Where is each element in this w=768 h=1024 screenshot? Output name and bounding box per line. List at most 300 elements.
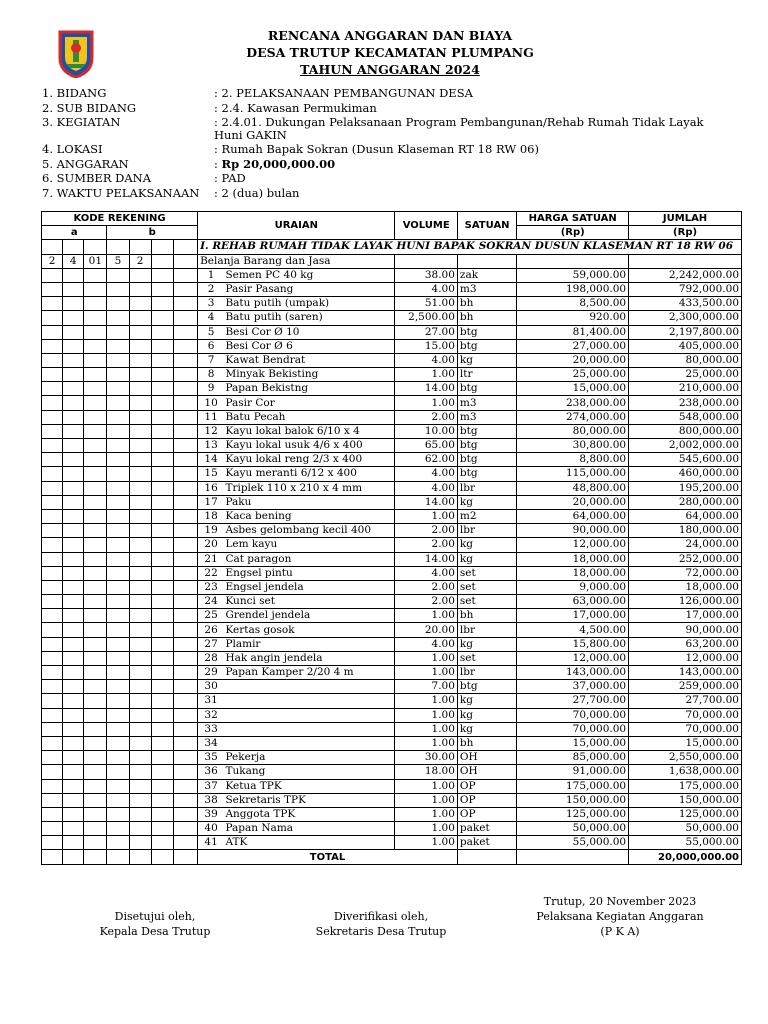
item-amount: 70,000.00 — [629, 708, 742, 722]
item-description — [198, 282, 395, 296]
item-description — [198, 495, 395, 509]
item-description — [198, 566, 395, 580]
item-amount: 2,242,000.00 — [629, 268, 742, 282]
item-name: Paku — [225, 495, 252, 508]
info-prefix: : — [214, 156, 222, 171]
item-description — [198, 339, 395, 353]
item-unit: lbr — [457, 623, 516, 637]
item-description — [198, 538, 395, 552]
table-row — [42, 325, 742, 339]
item-number: 27 — [204, 637, 218, 650]
item-unit-price: 4,500.00 — [517, 623, 629, 637]
header-a: a — [42, 226, 107, 240]
table-row — [42, 524, 742, 538]
table-row — [42, 368, 742, 382]
item-volume: 1.00 — [395, 651, 457, 665]
item-name: Anggota TPK — [225, 807, 296, 820]
info-value — [214, 158, 734, 171]
item-volume: 14.00 — [395, 552, 457, 566]
table-row — [42, 339, 742, 353]
item-unit-price: 8,500.00 — [517, 297, 629, 311]
info-value: : PAD — [214, 171, 246, 186]
item-unit: m2 — [457, 509, 516, 523]
item-amount: 17,000.00 — [629, 609, 742, 623]
item-amount: 125,000.00 — [629, 807, 742, 821]
item-description — [198, 552, 395, 566]
item-amount: 210,000.00 — [629, 382, 742, 396]
item-volume: 1.00 — [395, 779, 457, 793]
item-unit: OP — [457, 807, 516, 821]
item-number: 9 — [207, 382, 215, 395]
item-name: Batu putih (umpak) — [225, 297, 330, 310]
item-volume: 27.00 — [395, 325, 457, 339]
item-volume: 1.00 — [395, 722, 457, 736]
item-unit-price: 50,000.00 — [517, 822, 629, 836]
item-amount: 70,000.00 — [629, 722, 742, 736]
item-number: 13 — [204, 439, 218, 452]
item-volume: 4.00 — [395, 353, 457, 367]
table-row — [42, 353, 742, 367]
group-label: Belanja Barang dan Jasa — [198, 254, 395, 268]
item-name: Kaca bening — [225, 510, 292, 523]
item-name: Semen PC 40 kg — [225, 268, 314, 281]
item-volume: 4.00 — [395, 566, 457, 580]
item-name: Kayu lokal reng 2/3 x 400 — [225, 453, 363, 466]
item-description — [198, 439, 395, 453]
doc-year: TAHUN ANGGARAN 2024 — [300, 62, 480, 77]
item-number: 35 — [204, 751, 218, 764]
item-description — [198, 524, 395, 538]
item-unit: kg — [457, 495, 516, 509]
item-unit-price: 55,000.00 — [517, 836, 629, 850]
total-value: 20,000,000.00 — [629, 850, 742, 864]
item-volume: 51.00 — [395, 297, 457, 311]
item-unit: set — [457, 595, 516, 609]
table-row — [42, 580, 742, 594]
table-row — [42, 765, 742, 779]
item-description — [198, 765, 395, 779]
item-volume: 1.00 — [395, 368, 457, 382]
item-volume: 2.00 — [395, 410, 457, 424]
table-row — [42, 439, 742, 453]
item-name: ATK — [225, 836, 248, 849]
item-number: 11 — [204, 410, 218, 423]
sign-middle-role: Diverifikasi oleh, — [333, 910, 429, 923]
item-description — [198, 297, 395, 311]
item-unit-price: 80,000.00 — [517, 424, 629, 438]
header-kode: KODE REKENING — [42, 212, 198, 226]
info-value: : Rumah Bapak Sokran (Dusun Klaseman RT 18 RW 06) — [214, 142, 539, 157]
item-amount: 27,700.00 — [629, 694, 742, 708]
item-description — [198, 779, 395, 793]
item-number: 37 — [204, 779, 218, 792]
item-unit: OH — [457, 751, 516, 765]
item-amount: 63,200.00 — [629, 637, 742, 651]
item-amount: 55,000.00 — [629, 836, 742, 850]
item-unit: ltr — [457, 368, 516, 382]
item-name: Grendel jendela — [225, 609, 311, 622]
table-row — [42, 396, 742, 410]
item-volume: 1.00 — [395, 822, 457, 836]
item-description — [198, 623, 395, 637]
item-unit: kg — [457, 722, 516, 736]
item-unit: kg — [457, 708, 516, 722]
item-number: 40 — [204, 822, 218, 835]
regency-emblem — [57, 28, 95, 78]
item-volume: 4.00 — [395, 637, 457, 651]
item-description — [198, 396, 395, 410]
item-name: Kertas gosok — [225, 623, 295, 636]
item-amount: 80,000.00 — [629, 353, 742, 367]
item-amount: 50,000.00 — [629, 822, 742, 836]
item-number: 2 — [207, 283, 215, 296]
item-number: 38 — [204, 793, 218, 806]
table-row — [42, 637, 742, 651]
item-amount: 143,000.00 — [629, 666, 742, 680]
item-unit-price: 115,000.00 — [517, 467, 629, 481]
table-row — [42, 595, 742, 609]
item-number: 4 — [207, 311, 215, 324]
item-volume: 1.00 — [395, 708, 457, 722]
info-label: 5. ANGGARAN — [42, 156, 129, 171]
item-unit: OP — [457, 779, 516, 793]
item-unit: OH — [457, 765, 516, 779]
item-unit-price: 70,000.00 — [517, 722, 629, 736]
table-row — [42, 807, 742, 821]
item-unit-price: 91,000.00 — [517, 765, 629, 779]
item-volume: 18.00 — [395, 765, 457, 779]
item-volume: 1.00 — [395, 694, 457, 708]
item-description — [198, 807, 395, 821]
item-name: Minyak Bekisting — [225, 368, 319, 381]
item-volume: 14.00 — [395, 382, 457, 396]
item-number: 21 — [204, 552, 218, 565]
table-row — [42, 751, 742, 765]
item-description — [198, 311, 395, 325]
item-name: Pasir Cor — [225, 396, 275, 409]
item-volume: 1.00 — [395, 793, 457, 807]
code-cell: 2 — [42, 254, 63, 268]
table-row — [42, 311, 742, 325]
table-row — [42, 268, 742, 282]
item-name: Plamir — [225, 637, 261, 650]
sign-middle — [281, 909, 481, 939]
item-unit: kg — [457, 552, 516, 566]
item-description — [198, 509, 395, 523]
budget-amount: Rp 20,000,000.00 — [221, 156, 336, 171]
sign-right — [505, 909, 735, 939]
info-value: : 2 (dua) bulan — [214, 185, 300, 200]
item-unit: btg — [457, 382, 516, 396]
table-row — [42, 836, 742, 850]
item-unit: bh — [457, 609, 516, 623]
item-unit-price: 70,000.00 — [517, 708, 629, 722]
table-row — [42, 453, 742, 467]
item-amount: 252,000.00 — [629, 552, 742, 566]
code-cell: 4 — [63, 254, 84, 268]
item-number: 7 — [207, 353, 215, 366]
item-unit: zak — [457, 268, 516, 282]
item-number: 34 — [204, 737, 218, 750]
item-amount: 180,000.00 — [629, 524, 742, 538]
header-b: b — [107, 226, 198, 240]
item-amount: 433,500.00 — [629, 297, 742, 311]
item-amount: 15,000.00 — [629, 736, 742, 750]
item-unit: m3 — [457, 282, 516, 296]
header-jumlah-unit: (Rp) — [629, 226, 742, 240]
item-unit: btg — [457, 439, 516, 453]
item-number: 19 — [204, 524, 218, 537]
item-volume: 38.00 — [395, 268, 457, 282]
item-description — [198, 368, 395, 382]
item-number: 39 — [204, 807, 218, 820]
item-unit: m3 — [457, 396, 516, 410]
item-unit-price: 274,000.00 — [517, 410, 629, 424]
item-description — [198, 666, 395, 680]
item-number: 33 — [204, 722, 218, 735]
item-volume: 14.00 — [395, 495, 457, 509]
item-description — [198, 680, 395, 694]
item-volume: 20.00 — [395, 623, 457, 637]
item-name: Lem kayu — [225, 538, 278, 551]
item-amount: 280,000.00 — [629, 495, 742, 509]
item-number: 1 — [207, 268, 215, 281]
item-unit: bh — [457, 736, 516, 750]
item-name: Pekerja — [225, 751, 266, 764]
item-volume: 1.00 — [395, 836, 457, 850]
item-number: 26 — [204, 623, 218, 636]
info-label: 3. KEGIATAN — [42, 115, 121, 130]
item-name: Papan Nama — [225, 822, 294, 835]
item-unit-price: 30,800.00 — [517, 439, 629, 453]
item-unit-price: 27,000.00 — [517, 339, 629, 353]
header-harga-unit: (Rp) — [517, 226, 629, 240]
item-name: Engsel pintu — [225, 566, 293, 579]
item-unit: OP — [457, 793, 516, 807]
info-label: 7. WAKTU PELAKSANAAN — [42, 185, 200, 200]
item-name: Kayu lokal usuk 4/6 x 400 — [225, 439, 363, 452]
item-unit-price: 125,000.00 — [517, 807, 629, 821]
table-row — [42, 708, 742, 722]
table-row — [42, 736, 742, 750]
section-title: I. REHAB RUMAH TIDAK LAYAK HUNI BAPAK SOKRAN DUSUN KLASEMAN RT 18 RW 06 — [198, 240, 742, 254]
item-unit: lbr — [457, 524, 516, 538]
item-description — [198, 651, 395, 665]
table-row — [42, 495, 742, 509]
item-unit: btg — [457, 453, 516, 467]
item-name: Batu putih (saren) — [225, 311, 323, 324]
item-unit-price: 20,000.00 — [517, 495, 629, 509]
item-number: 14 — [204, 453, 218, 466]
item-unit: bh — [457, 297, 516, 311]
item-unit-price: 8,800.00 — [517, 453, 629, 467]
item-unit-price: 64,000.00 — [517, 509, 629, 523]
item-unit-price: 920.00 — [517, 311, 629, 325]
item-number: 22 — [204, 566, 218, 579]
item-description — [198, 751, 395, 765]
table-row — [42, 509, 742, 523]
item-number: 3 — [207, 297, 215, 310]
item-volume: 2.00 — [395, 524, 457, 538]
item-amount: 2,300,000.00 — [629, 311, 742, 325]
item-unit-price: 25,000.00 — [517, 368, 629, 382]
item-number: 12 — [204, 424, 218, 437]
sign-date: Trutup, 20 November 2023 — [543, 895, 697, 908]
table-row — [42, 680, 742, 694]
item-unit-price: 198,000.00 — [517, 282, 629, 296]
item-number: 36 — [204, 765, 218, 778]
item-amount: 545,600.00 — [629, 453, 742, 467]
item-volume: 2,500.00 — [395, 311, 457, 325]
item-volume: 4.00 — [395, 282, 457, 296]
item-number: 28 — [204, 651, 218, 664]
item-unit-price: 150,000.00 — [517, 793, 629, 807]
item-volume: 15.00 — [395, 339, 457, 353]
item-name: Kunci set — [225, 595, 275, 608]
info-value: : 2. PELAKSANAAN PEMBANGUNAN DESA — [214, 86, 473, 100]
item-name: Engsel jendela — [225, 580, 304, 593]
item-volume: 1.00 — [395, 807, 457, 821]
item-unit: btg — [457, 680, 516, 694]
table-row — [42, 822, 742, 836]
info-label: 4. LOKASI — [42, 142, 103, 157]
item-unit: paket — [457, 836, 516, 850]
item-volume: 1.00 — [395, 736, 457, 750]
item-number: 23 — [204, 580, 218, 593]
item-amount: 175,000.00 — [629, 779, 742, 793]
item-amount: 90,000.00 — [629, 623, 742, 637]
item-name: Kayu meranti 6/12 x 400 — [225, 467, 357, 480]
item-unit: m3 — [457, 410, 516, 424]
budget-table — [41, 211, 742, 865]
item-number: 15 — [204, 467, 218, 480]
header-satuan: SATUAN — [457, 212, 516, 240]
item-unit-price: 143,000.00 — [517, 666, 629, 680]
item-description — [198, 382, 395, 396]
table-row — [42, 538, 742, 552]
item-volume: 30.00 — [395, 751, 457, 765]
item-description — [198, 637, 395, 651]
item-unit: lbr — [457, 666, 516, 680]
table-row — [42, 651, 742, 665]
item-name: Hak angin jendela — [225, 651, 323, 664]
header-harga: HARGA SATUAN — [517, 212, 629, 226]
item-description — [198, 822, 395, 836]
item-unit: kg — [457, 694, 516, 708]
table-row — [42, 382, 742, 396]
item-volume: 7.00 — [395, 680, 457, 694]
item-unit-price: 48,800.00 — [517, 481, 629, 495]
item-unit: lbr — [457, 481, 516, 495]
item-amount: 195,200.00 — [629, 481, 742, 495]
item-number: 8 — [207, 368, 215, 381]
item-name: Kawat Bendrat — [225, 353, 306, 366]
item-description — [198, 836, 395, 850]
table-row — [42, 566, 742, 580]
item-unit: btg — [457, 339, 516, 353]
item-number: 17 — [204, 495, 218, 508]
item-unit: set — [457, 580, 516, 594]
item-volume: 2.00 — [395, 595, 457, 609]
table-row — [42, 297, 742, 311]
item-name: Besi Cor Ø 6 — [225, 339, 293, 352]
item-volume: 4.00 — [395, 481, 457, 495]
code-cell: 5 — [107, 254, 129, 268]
item-amount: 259,000.00 — [629, 680, 742, 694]
item-number: 32 — [204, 708, 218, 721]
item-description — [198, 325, 395, 339]
item-amount: 1,638,000.00 — [629, 765, 742, 779]
item-number: 20 — [204, 538, 218, 551]
item-description — [198, 580, 395, 594]
item-description — [198, 722, 395, 736]
header-jumlah: JUMLAH — [629, 212, 742, 226]
item-name: Asbes gelombang kecil 400 — [225, 524, 371, 537]
item-unit: kg — [457, 637, 516, 651]
table-row — [42, 410, 742, 424]
item-name: Kayu lokal balok 6/10 x 4 — [225, 424, 360, 437]
item-amount: 72,000.00 — [629, 566, 742, 580]
item-volume: 10.00 — [395, 424, 457, 438]
item-name: Papan Kamper 2/20 4 m — [225, 666, 354, 679]
item-amount: 2,197,800.00 — [629, 325, 742, 339]
item-amount: 24,000.00 — [629, 538, 742, 552]
item-amount: 25,000.00 — [629, 368, 742, 382]
sign-left — [55, 909, 255, 939]
info-label: 1. BIDANG — [42, 86, 107, 100]
table-row — [42, 793, 742, 807]
info-value: : 2.4. Kawasan Permukiman — [214, 100, 377, 115]
item-amount: 405,000.00 — [629, 339, 742, 353]
item-amount: 12,000.00 — [629, 651, 742, 665]
item-unit-price: 85,000.00 — [517, 751, 629, 765]
item-number: 18 — [204, 510, 218, 523]
table-row — [42, 623, 742, 637]
table-row — [42, 282, 742, 296]
sign-right-role: Pelaksana Kegiatan Anggaran — [536, 910, 704, 923]
table-row — [42, 666, 742, 680]
item-volume: 1.00 — [395, 396, 457, 410]
item-volume: 1.00 — [395, 666, 457, 680]
item-unit-price: 15,000.00 — [517, 382, 629, 396]
item-unit-price: 9,000.00 — [517, 580, 629, 594]
item-number: 5 — [207, 325, 215, 338]
table-row — [42, 552, 742, 566]
item-unit-price: 81,400.00 — [517, 325, 629, 339]
code-cell: 01 — [84, 254, 107, 268]
item-volume: 2.00 — [395, 538, 457, 552]
item-description — [198, 424, 395, 438]
table-row — [42, 424, 742, 438]
item-number: 41 — [204, 836, 218, 849]
item-description — [198, 793, 395, 807]
sign-left-title: Kepala Desa Trutup — [99, 925, 211, 938]
sign-middle-title: Sekretaris Desa Trutup — [315, 925, 447, 938]
item-name: Sekretaris TPK — [225, 793, 306, 806]
item-description — [198, 467, 395, 481]
item-description — [198, 268, 395, 282]
item-volume: 4.00 — [395, 467, 457, 481]
item-amount: 18,000.00 — [629, 580, 742, 594]
item-description — [198, 694, 395, 708]
item-amount: 548,000.00 — [629, 410, 742, 424]
table-row — [42, 694, 742, 708]
item-amount: 460,000.00 — [629, 467, 742, 481]
item-amount: 800,000.00 — [629, 424, 742, 438]
item-name: Pasir Pasang — [225, 283, 294, 296]
table-row — [42, 467, 742, 481]
info-label: 2. SUB BIDANG — [42, 100, 137, 115]
